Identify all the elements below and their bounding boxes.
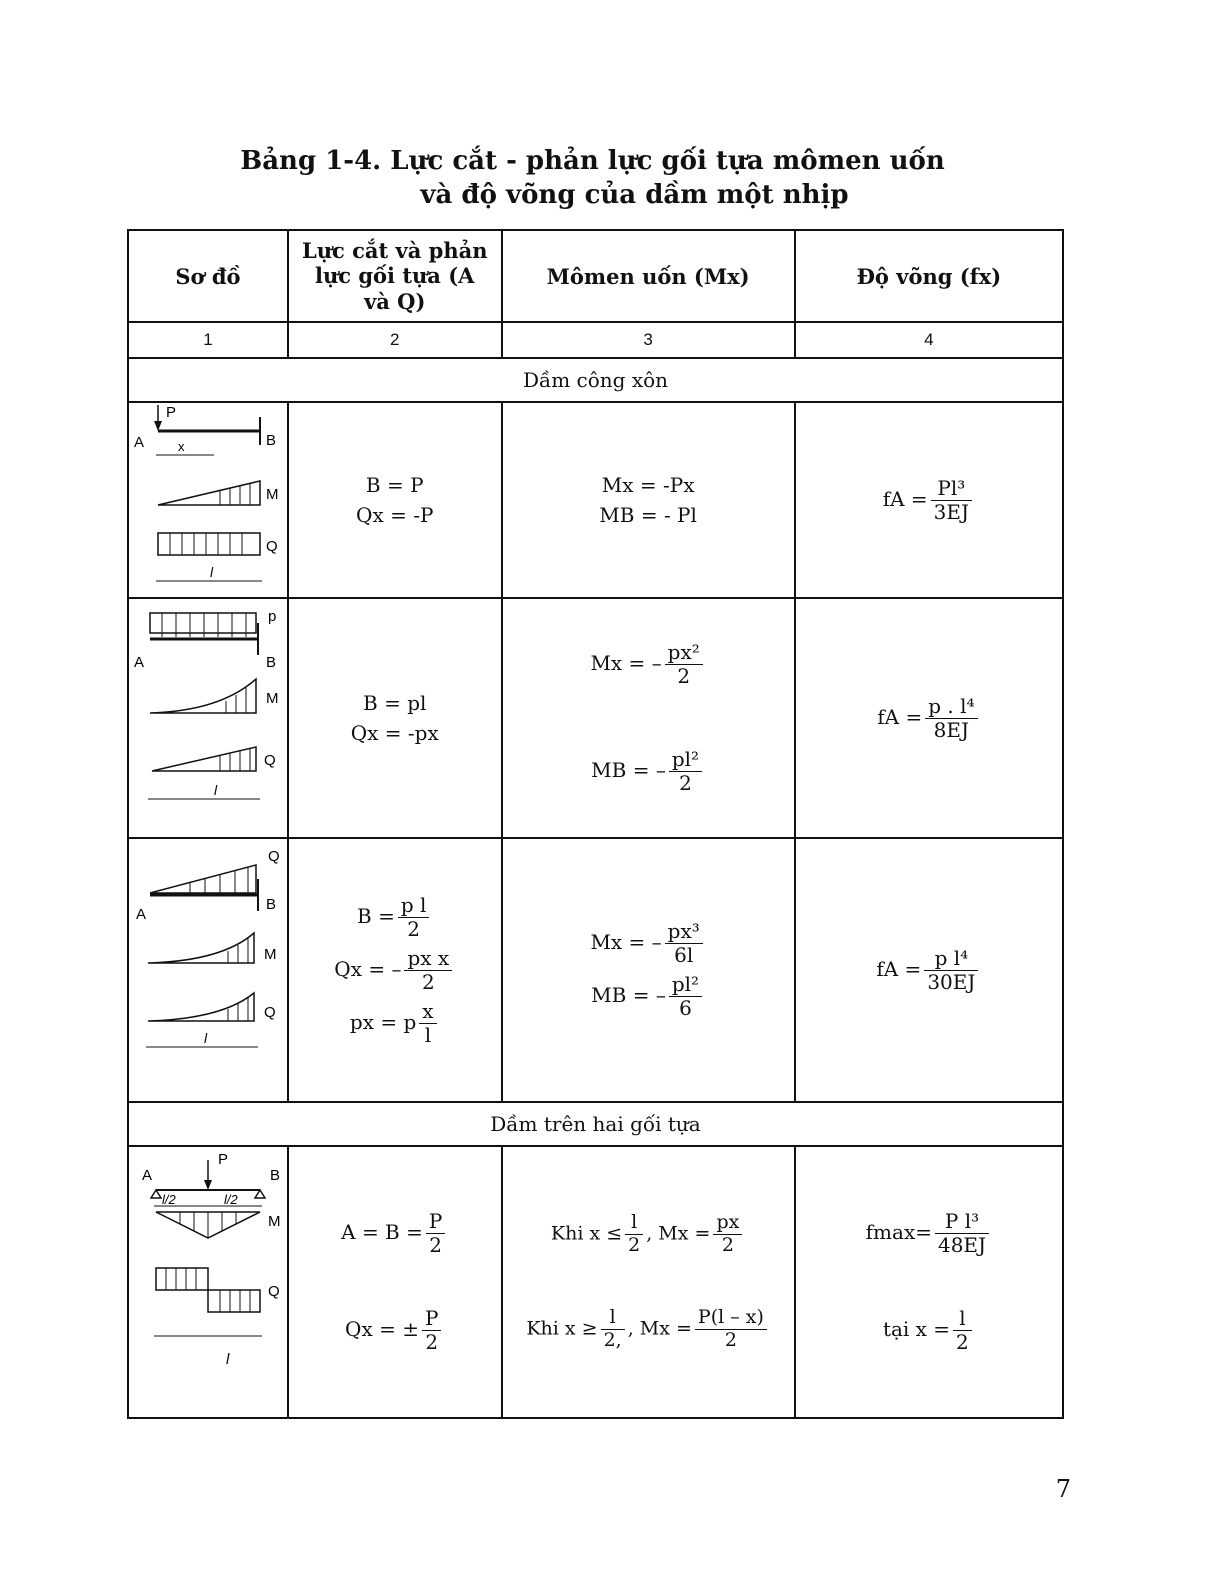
col-num-1: 1 — [128, 322, 288, 358]
forces-cell: B = P Qx = -P — [288, 402, 502, 598]
diagram-cell — [128, 1146, 288, 1418]
beam-table — [127, 229, 1064, 1419]
moment-cell: Mx = – $\frac{\text{px²}}{2}$ MB = – $\frac{\text{pl²}}{2}$ — [502, 598, 795, 838]
diagram-cell — [128, 402, 288, 598]
cantilever-point-load-diagram — [130, 403, 286, 593]
forces-cell: B = pl Qx = -px — [288, 598, 502, 838]
header-row — [128, 230, 1063, 322]
section-title-cantilever: Dầm công xôn — [128, 358, 1063, 402]
header-moment: Mômen uốn (Mx) — [502, 230, 795, 322]
deflection-cell: fA = $\frac{\text{p . l⁴}}{8EJ}$ — [795, 598, 1063, 838]
diagram-cell — [128, 838, 288, 1102]
table-row — [128, 598, 1063, 838]
table-row — [128, 402, 1063, 598]
header-deflection: Độ võng (fx) — [795, 230, 1063, 322]
moment-cell: Mx = – $\frac{\text{px³}}{6l}$ MB = – $\frac{\text{pl²}}{6}$ — [502, 838, 795, 1102]
column-number-row — [128, 322, 1063, 358]
header-forces: Lực cắt và phản lực gối tựa (A và Q) — [288, 230, 502, 322]
section-simple — [128, 1102, 1063, 1146]
forces-cell: A = B = $\frac{P}{2}$ Qx = ± $\frac{P}{2}$ — [288, 1146, 502, 1418]
cantilever-uniform-load-diagram — [130, 601, 286, 831]
svg-text:l: l — [225, 1351, 230, 1368]
svg-text:l/2: l/2 — [223, 1192, 238, 1207]
diagram-cell — [128, 598, 288, 838]
svg-text:B: B — [265, 432, 276, 449]
svg-text:M: M — [267, 1213, 281, 1230]
section-cantilever — [128, 358, 1063, 402]
svg-text:Q: Q — [267, 848, 280, 865]
col-num-2: 2 — [288, 322, 502, 358]
moment-cell: Khi x ≤ $\frac{l}{2}$ , Mx = $\frac{px}{2}$ Khi x ≥ $\frac{l}{2,}$ , Mx = $\frac{P(l - x)}{2}$ — [502, 1146, 795, 1418]
svg-text:Q: Q — [263, 1004, 276, 1021]
page-number: 7 — [1055, 1475, 1071, 1503]
svg-text:B: B — [269, 1167, 280, 1184]
deflection-cell: fmax= $\frac{\text{P l³}}{48EJ}$ tại x = $\frac{l}{2}$ — [795, 1146, 1063, 1418]
deflection-cell: fA = $\frac{\text{p l⁴}}{30EJ}$ — [795, 838, 1063, 1102]
section-title-simple: Dầm trên hai gối tựa — [128, 1102, 1063, 1146]
svg-text:P: P — [217, 1151, 228, 1168]
title-line-1: Bảng 1-4. Lực cắt - phản lực gối tựa mômen uốn — [240, 146, 945, 176]
table-row — [128, 1146, 1063, 1418]
svg-text:A: A — [133, 654, 144, 671]
svg-text:A: A — [133, 434, 144, 451]
svg-text:p: p — [267, 608, 277, 625]
svg-text:A: A — [135, 906, 146, 923]
table-row — [128, 838, 1063, 1102]
moment-cell: Mx = -Px MB = - Pl — [502, 402, 795, 598]
forces-cell: B = $\frac{\text{p l}}{2}$ Qx = – $\frac{\text{px x}}{2}$ px = p $\frac{x}{l}$ — [288, 838, 502, 1102]
svg-text:B: B — [265, 654, 276, 671]
svg-text:l: l — [209, 564, 214, 580]
svg-text:A: A — [141, 1167, 152, 1184]
simple-beam-point-load-diagram — [130, 1150, 286, 1410]
cantilever-triangular-load-diagram — [130, 843, 286, 1093]
svg-text:l/2: l/2 — [161, 1192, 176, 1207]
svg-text:M: M — [263, 946, 277, 963]
header-diagram: Sơ đồ — [128, 230, 288, 322]
title-line-2: và độ võng của dầm một nhịp — [420, 180, 849, 210]
svg-text:P: P — [165, 404, 176, 421]
svg-text:l: l — [213, 782, 218, 798]
svg-text:Q: Q — [265, 538, 278, 555]
svg-text:M: M — [265, 486, 279, 503]
svg-text:Q: Q — [267, 1283, 280, 1300]
svg-text:l: l — [203, 1030, 208, 1046]
deflection-cell: fA = $\frac{\text{Pl³}}{3EJ}$ — [795, 402, 1063, 598]
col-num-4: 4 — [795, 322, 1063, 358]
col-num-3: 3 — [502, 322, 795, 358]
svg-text:x: x — [177, 439, 185, 454]
svg-text:B: B — [265, 896, 276, 913]
svg-text:M: M — [265, 690, 279, 707]
svg-text:Q: Q — [263, 752, 276, 769]
